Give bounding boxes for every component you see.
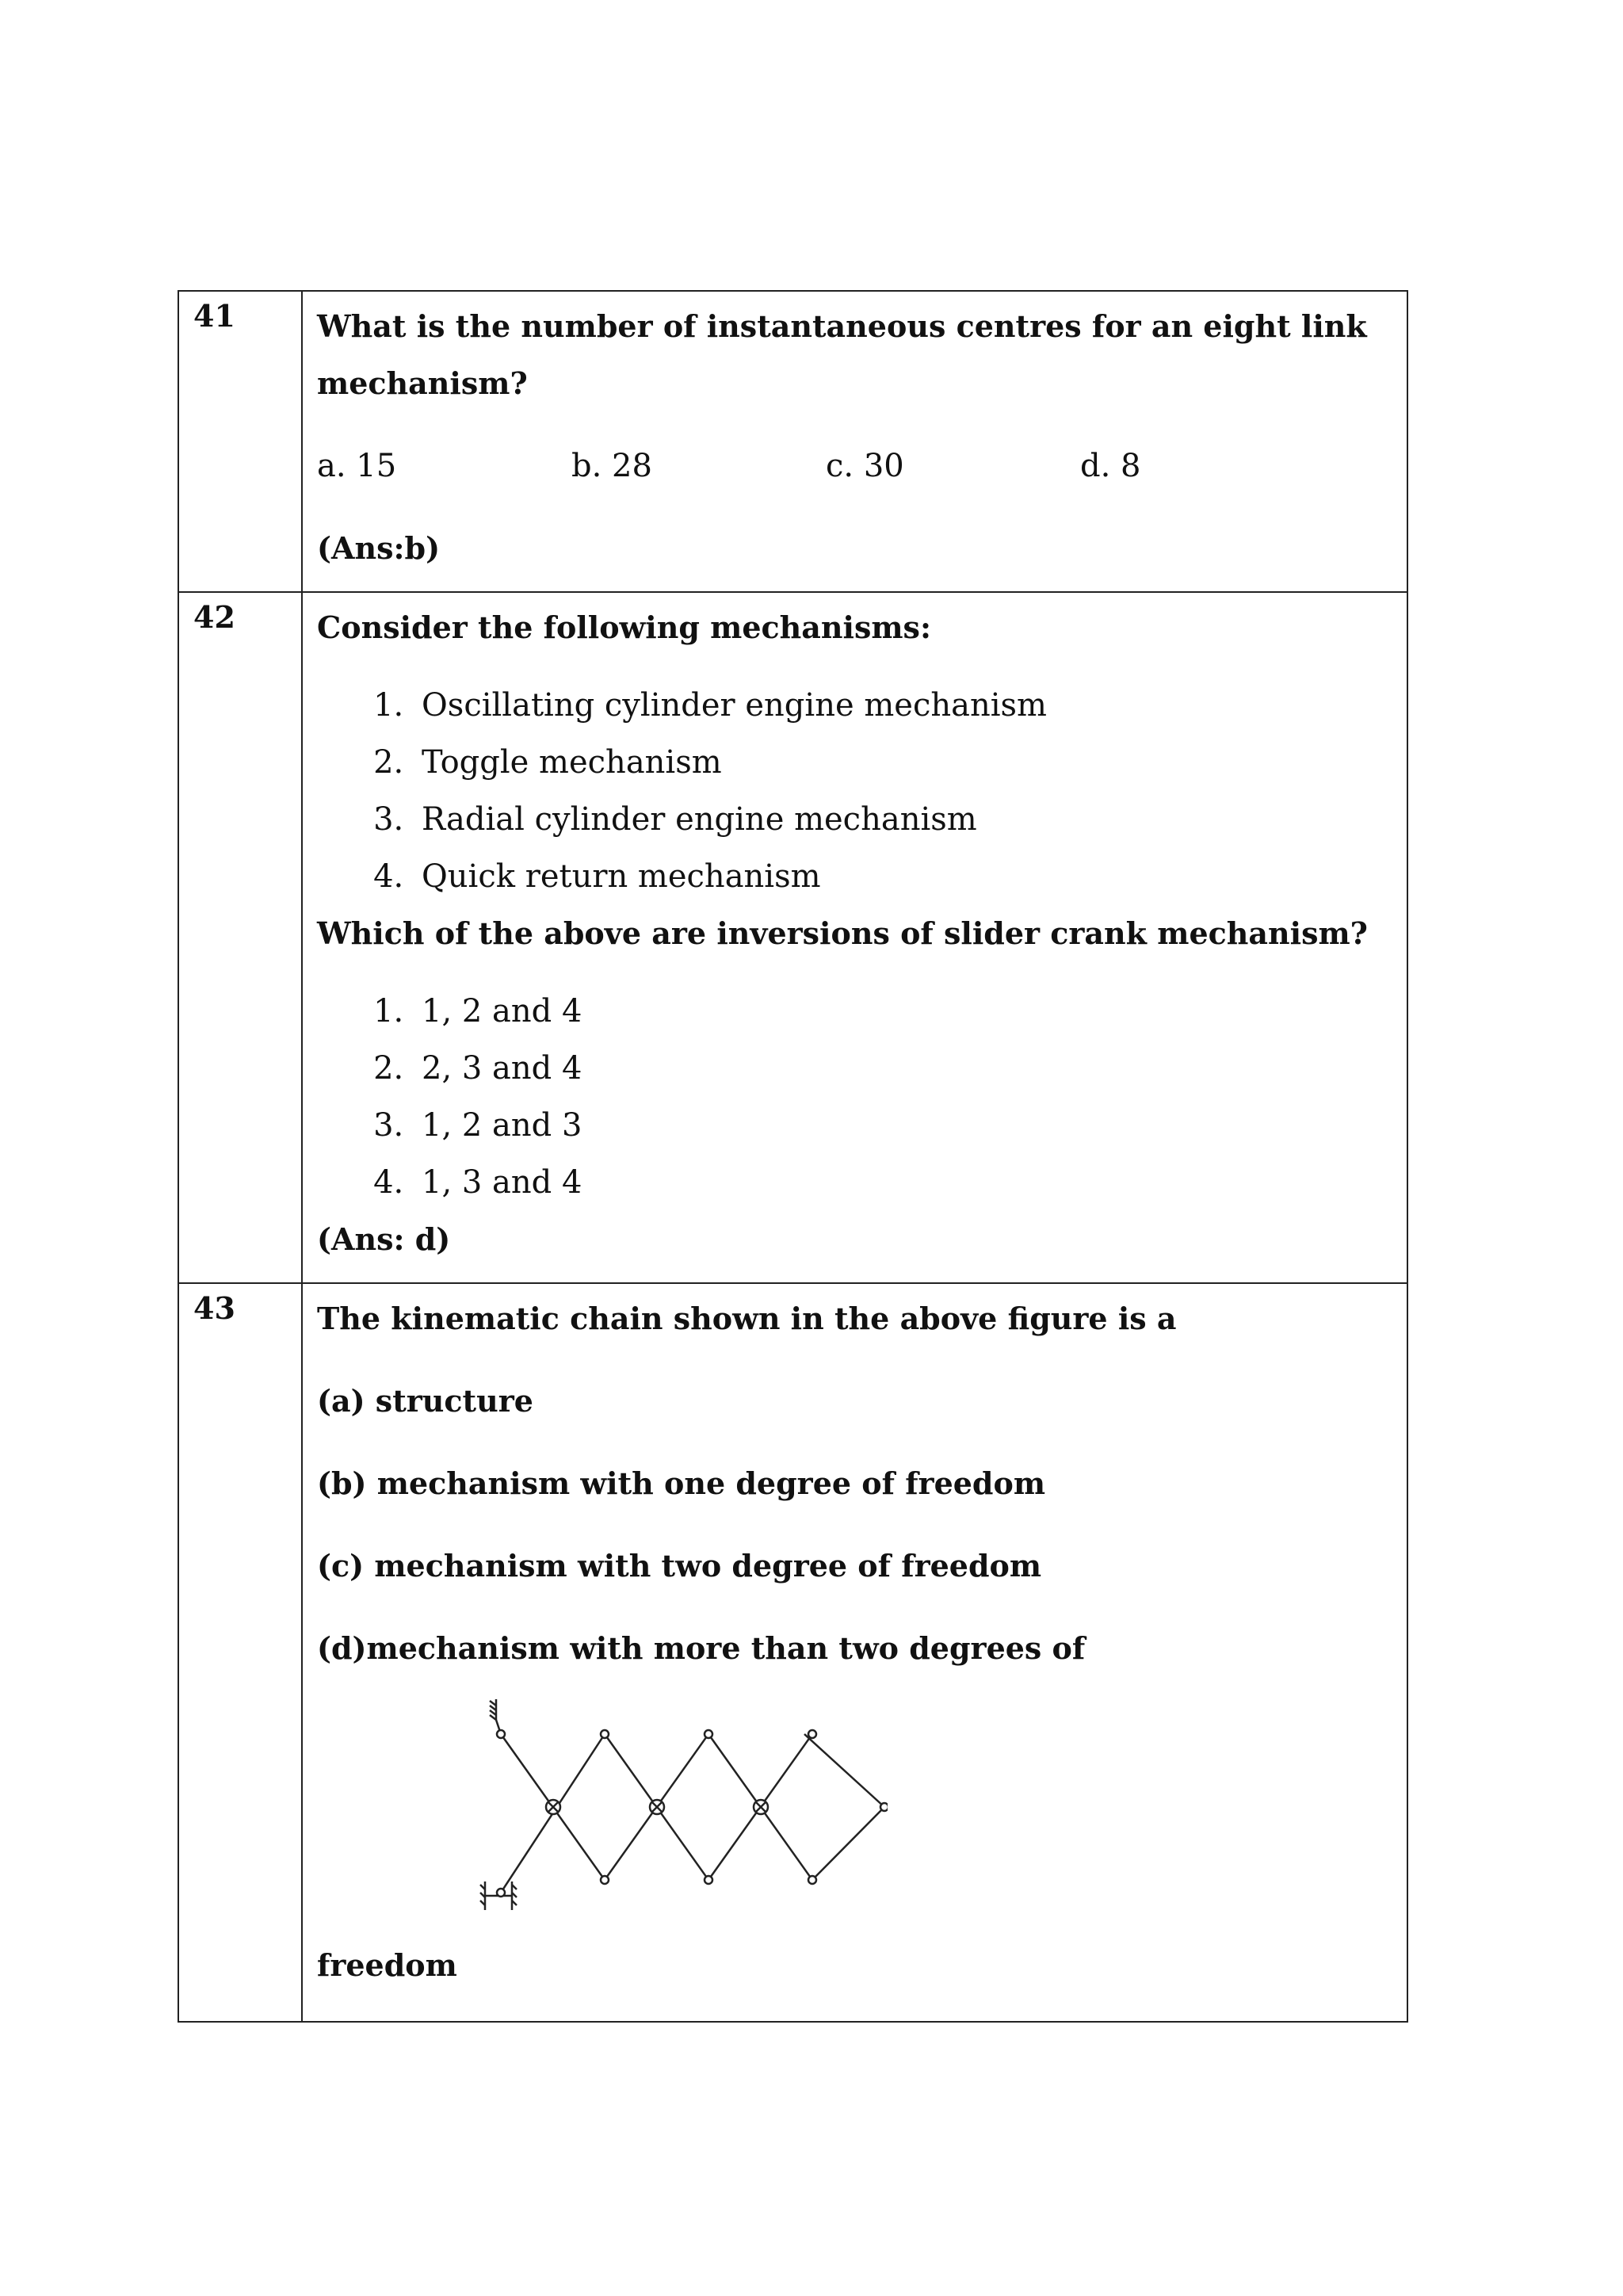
answer-key: (Ans: d) bbox=[317, 1221, 451, 1257]
option-c: c. 30 bbox=[826, 448, 904, 484]
question-number: 43 bbox=[193, 1290, 235, 1326]
question-body-cell bbox=[302, 1283, 1407, 2022]
list-item: 3. Radial cylinder engine mechanism bbox=[414, 791, 1407, 848]
question-intro: Consider the following mechanisms: bbox=[317, 609, 931, 645]
list-item: 4. Quick return mechanism bbox=[414, 848, 1407, 905]
question-body-cell bbox=[302, 592, 1407, 1283]
question-number-cell bbox=[178, 1283, 302, 2022]
mechanism-list bbox=[317, 677, 1407, 905]
list-item: 2. Toggle mechanism bbox=[414, 734, 1407, 791]
answer-key: (Ans:b) bbox=[317, 530, 441, 566]
question-row-43 bbox=[178, 1283, 1407, 2022]
answer-options bbox=[317, 437, 1407, 495]
question-text: Which of the above are inversions of slider crank mechanism? bbox=[317, 915, 1368, 951]
questions-table bbox=[178, 290, 1408, 2023]
option-d: d. 8 bbox=[1080, 448, 1141, 484]
question-number-cell bbox=[178, 291, 302, 592]
list-item: 1. Oscillating cylinder engine mechanism bbox=[414, 677, 1407, 734]
question-text: The kinematic chain shown in the above figure is a bbox=[317, 1301, 1177, 1336]
option-d: (d)mechanism with more than two degrees of bbox=[317, 1630, 1086, 1666]
kinematic-chain-figure bbox=[444, 1690, 888, 1927]
option-b: (b) mechanism with one degree of freedom bbox=[317, 1465, 1046, 1501]
question-number: 42 bbox=[193, 599, 235, 635]
option-c: (c) mechanism with two degree of freedom bbox=[317, 1548, 1042, 1584]
question-row-42 bbox=[178, 592, 1407, 1283]
list-item: 4. 1, 3 and 4 bbox=[414, 1154, 1407, 1211]
chain-links bbox=[501, 1734, 884, 1893]
question-row-41 bbox=[178, 291, 1407, 592]
scissor-joints bbox=[546, 1800, 768, 1814]
answer-options bbox=[317, 983, 1407, 1211]
question-number: 41 bbox=[193, 298, 235, 334]
list-item: 2. 2, 3 and 4 bbox=[414, 1040, 1407, 1097]
question-body-cell bbox=[302, 291, 1407, 592]
option-d-continuation: freedom bbox=[317, 1947, 457, 1983]
option-b: b. 28 bbox=[571, 448, 652, 484]
question-text: What is the number of instantaneous centres for an eight link mechanism? bbox=[317, 308, 1367, 401]
list-item: 3. 1, 2 and 3 bbox=[414, 1097, 1407, 1154]
option-a: a. 15 bbox=[317, 448, 397, 484]
list-item: 1. 1, 2 and 4 bbox=[414, 983, 1407, 1040]
top-fixed-support bbox=[490, 1699, 501, 1734]
option-a: (a) structure bbox=[317, 1383, 533, 1419]
question-number-cell bbox=[178, 592, 302, 1283]
